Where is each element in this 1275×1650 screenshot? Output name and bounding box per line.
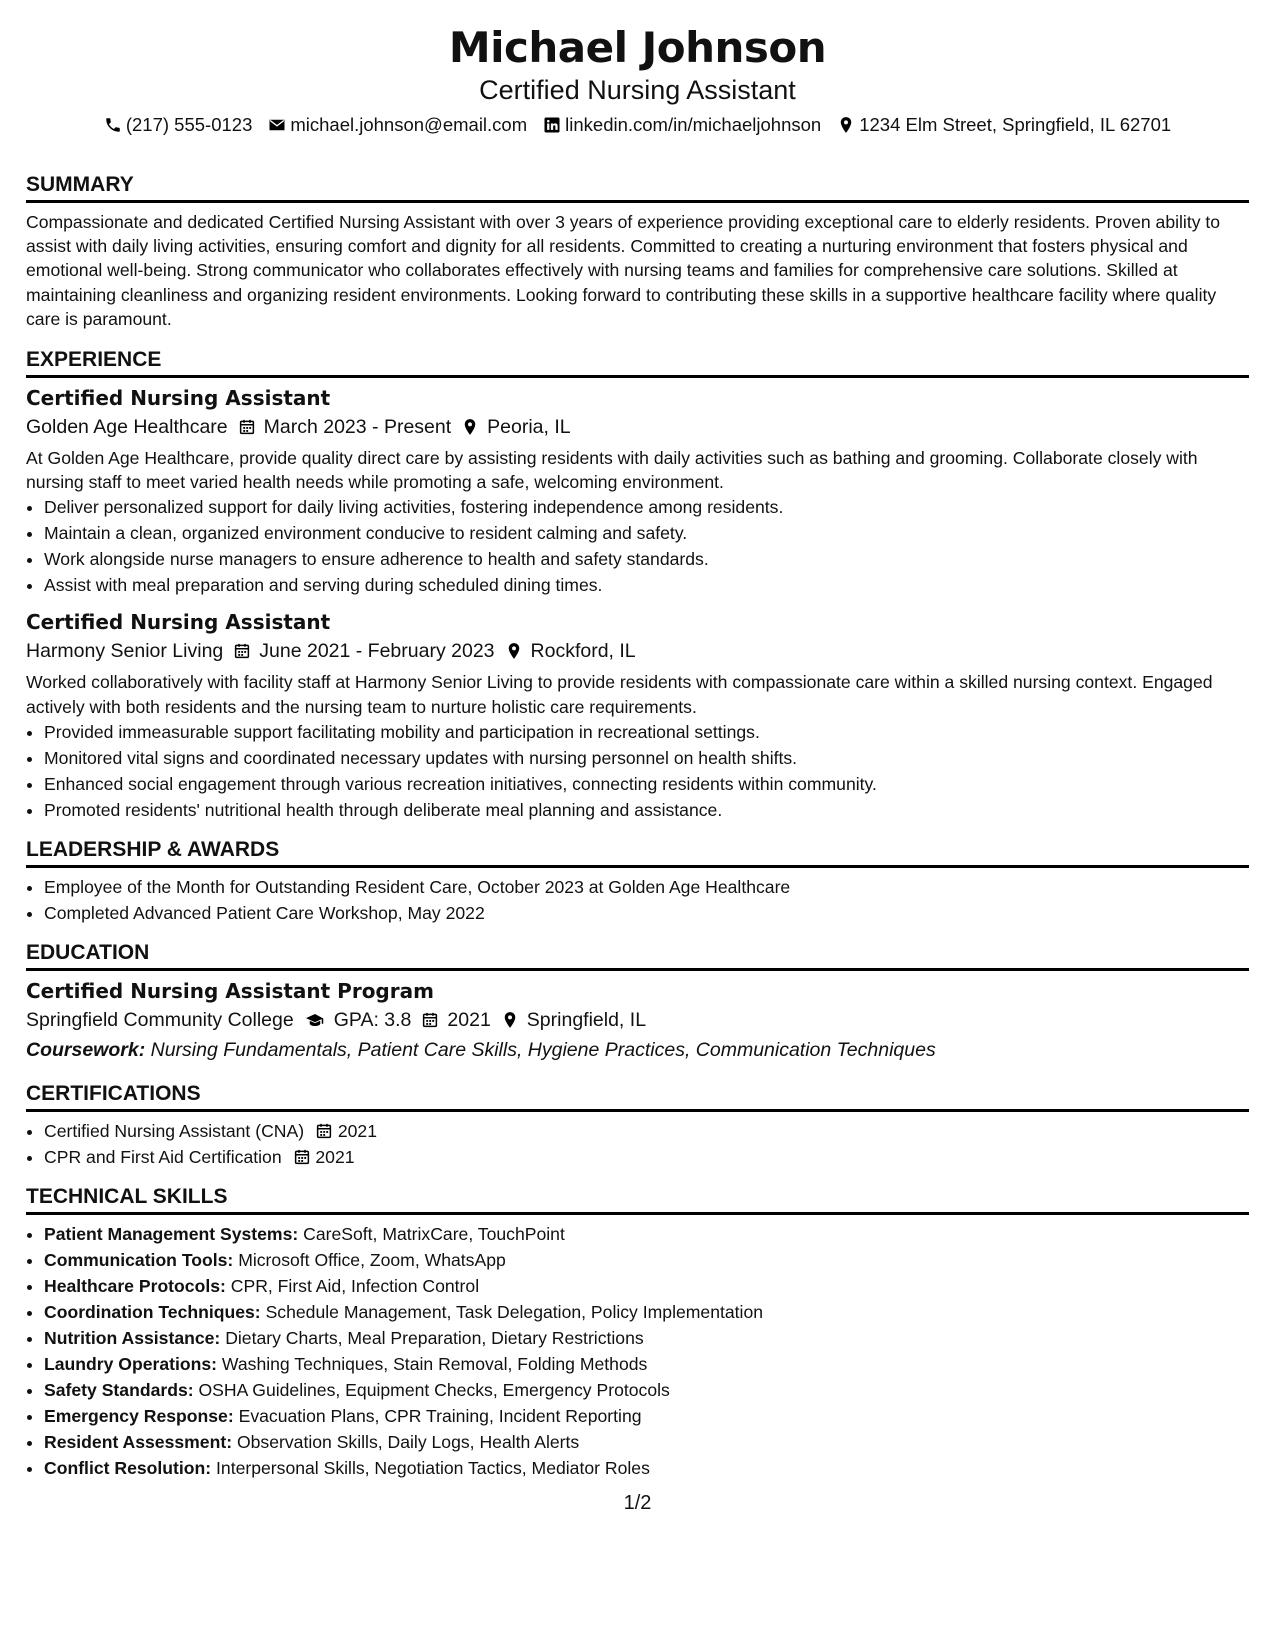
skill-value: Schedule Management, Task Delegation, Policy Implementation [265, 1301, 764, 1322]
company-name: Harmony Senior Living [26, 640, 224, 663]
skill-label: Emergency Response: [44, 1405, 234, 1426]
skill-label: Laundry Operations: [44, 1353, 218, 1374]
list-item [44, 1377, 1249, 1403]
skill-value: CPR, First Aid, Infection Control [230, 1275, 480, 1296]
skill-value: Evacuation Plans, CPR Training, Incident Reporting [238, 1405, 642, 1426]
summary-text: Compassionate and dedicated Certified Nursing Assistant with over 3 years of experience providing exceptional care to elderly residents. Proven ability to assist with daily living activities, ensuring comfort and dignity for all residents. Committed to creating a nurturing environment that fosters physical and emotional well-being. Strong communicator who collaborates effectively with nursing teams and families for comprehensive care solutions. Skilled at maintaining cleanliness and organizing resident environments. Looking forward to contributing these skills in a supportive healthcare facility where quality care is paramount. [26, 212, 1221, 329]
phone-text: (217) 555-0123 [125, 114, 253, 135]
cert-year: 2021 [337, 1120, 377, 1141]
skill-label: Resident Assessment: [44, 1431, 233, 1452]
job-entry [26, 608, 1249, 822]
program-title: Certified Nursing Assistant Program [26, 978, 434, 1003]
list-item: • Employee of the Month for Outstanding Resident Care, October 2023 at Golden Age Healthcare [44, 874, 1249, 900]
skill-value: OSHA Guidelines, Equipment Checks, Emergency Protocols [198, 1379, 670, 1400]
coursework-label: Coursework: [26, 1038, 146, 1061]
leadership-section [26, 837, 1249, 926]
skill-value: Interpersonal Skills, Negotiation Tactics, Mediator Roles [216, 1457, 650, 1478]
skill-label: Conflict Resolution: [44, 1457, 212, 1478]
job-dates [238, 412, 452, 442]
list-item [44, 1273, 1249, 1299]
summary-section [26, 172, 1249, 331]
list-item [44, 1403, 1249, 1429]
skill-label: Communication Tools: [44, 1249, 234, 1270]
job-bullets [26, 719, 1249, 823]
job-dates [233, 636, 494, 666]
skill-label: Safety Standards: [44, 1379, 194, 1400]
map-pin-icon [461, 418, 479, 436]
linkedin-text[interactable]: linkedin.com/in/michaeljohnson [565, 114, 822, 135]
list-item: • Work alongside nurse managers to ensure adherence to health and safety standards. [44, 546, 1249, 572]
experience-section [26, 347, 1249, 823]
cert-name: Certified Nursing Assistant (CNA) [44, 1120, 305, 1141]
education-gpa [304, 1005, 412, 1035]
contact-linkedin[interactable] [543, 112, 821, 138]
skill-value: Microsoft Office, Zoom, WhatsApp [238, 1249, 506, 1270]
list-item: • Assist with meal preparation and serving during scheduled dining times. [44, 572, 1249, 598]
map-pin-icon [505, 642, 523, 660]
coursework-text: Nursing Fundamentals, Patient Care Skills, Hygiene Practices, Communication Techniques [150, 1038, 936, 1061]
skills-list [26, 1221, 1249, 1481]
skill-label: Nutrition Assistance: [44, 1327, 221, 1348]
job-meta [26, 636, 1249, 666]
list-item [44, 1351, 1249, 1377]
list-item: • Enhanced social engagement through various recreation initiatives, connecting residents within community. [44, 771, 1249, 797]
education-year [421, 1005, 490, 1035]
job-meta [26, 412, 1249, 442]
list-item [44, 1325, 1249, 1351]
job-description: At Golden Age Healthcare, provide quality direct care by assisting residents with daily activities such as bathing and grooming. Collaborate closely with nursing staff to meet varied health needs while promoting a safe, welcoming environment. [26, 448, 1198, 493]
list-item [44, 1429, 1249, 1455]
calendar-icon [293, 1148, 311, 1166]
dates-text: June 2021 - February 2023 [259, 640, 495, 663]
education-entry [26, 977, 1249, 1065]
contact-line [26, 112, 1249, 138]
envelope-icon [268, 116, 286, 134]
school-name: Springfield Community College [26, 1008, 294, 1031]
skills-section [26, 1184, 1249, 1481]
linkedin-icon [543, 116, 561, 134]
company-name: Golden Age Healthcare [26, 416, 228, 439]
job-entry [26, 384, 1249, 598]
year-text: 2021 [447, 1008, 491, 1031]
job-title: Certified Nursing Assistant [26, 386, 331, 411]
job-description: Worked collaboratively with facility staff at Harmony Senior Living to provide residents with compassionate care within a skilled nursing context. Engaged actively with both residents and the nursing team to nurture holistic care requirements. [26, 672, 1213, 717]
contact-address [837, 112, 1171, 138]
list-item [44, 1299, 1249, 1325]
skill-label: Coordination Techniques: [44, 1301, 261, 1322]
calendar-icon [233, 642, 251, 660]
job-location [461, 412, 570, 442]
calendar-icon [315, 1122, 333, 1140]
candidate-title: Certified Nursing Assistant [479, 75, 796, 105]
skill-label: Patient Management Systems: [44, 1223, 299, 1244]
location-text: Rockford, IL [530, 640, 636, 663]
resume-header [26, 0, 1249, 138]
page-number: 1/2 [623, 1492, 652, 1514]
education-location [501, 1005, 646, 1035]
section-heading-certifications: CERTIFICATIONS [26, 1081, 1249, 1112]
cert-year: 2021 [315, 1146, 355, 1167]
map-pin-icon [837, 116, 855, 134]
list-item: • Maintain a clean, organized environment conducive to resident calming and safety. [44, 520, 1249, 546]
skill-value: Washing Techniques, Stain Removal, Folding Methods [221, 1353, 648, 1374]
contact-email[interactable] [268, 112, 527, 138]
skill-value: Dietary Charts, Meal Preparation, Dietary Restrictions [225, 1327, 644, 1348]
list-item [44, 1118, 1249, 1144]
dates-text: March 2023 - Present [263, 416, 452, 439]
job-bullets [26, 494, 1249, 598]
list-item [44, 1247, 1249, 1273]
coursework-line [26, 1035, 1249, 1065]
education-meta [26, 1005, 1249, 1035]
skill-value: CareSoft, MatrixCare, TouchPoint [303, 1223, 565, 1244]
education-section [26, 940, 1249, 1065]
section-heading-skills: TECHNICAL SKILLS [26, 1184, 1249, 1215]
section-heading-experience: EXPERIENCE [26, 347, 1249, 378]
calendar-icon [421, 1011, 439, 1029]
skill-label: Healthcare Protocols: [44, 1275, 226, 1296]
certifications-list [26, 1118, 1249, 1170]
graduation-cap-icon [304, 1011, 326, 1029]
list-item: • Completed Advanced Patient Care Workshop, May 2022 [44, 900, 1249, 926]
list-item: • Deliver personalized support for daily living activities, fostering independence among residents. [44, 494, 1249, 520]
skill-value: Observation Skills, Daily Logs, Health Alerts [236, 1431, 580, 1452]
list-item [44, 1455, 1249, 1481]
leadership-list [26, 874, 1249, 926]
list-item: • Monitored vital signs and coordinated necessary updates with nursing personnel on health shifts. [44, 745, 1249, 771]
address-text: 1234 Elm Street, Springfield, IL 62701 [859, 114, 1172, 135]
cert-name: CPR and First Aid Certification [44, 1146, 282, 1167]
contact-phone [104, 112, 253, 138]
section-heading-summary: SUMMARY [26, 172, 1249, 203]
resume-page [26, 0, 1249, 1481]
gpa-text: GPA: 3.8 [333, 1008, 412, 1031]
list-item [44, 1221, 1249, 1247]
phone-icon [104, 116, 122, 134]
email-text[interactable]: michael.johnson@email.com [290, 114, 528, 135]
list-item: • Provided immeasurable support facilitating mobility and participation in recreational settings. [44, 719, 1249, 745]
list-item [44, 1144, 1249, 1170]
location-text: Springfield, IL [526, 1008, 647, 1031]
job-location [505, 636, 636, 666]
list-item: • Promoted residents' nutritional health through deliberate meal planning and assistance. [44, 797, 1249, 823]
section-heading-education: EDUCATION [26, 940, 1249, 971]
job-title: Certified Nursing Assistant [26, 610, 331, 635]
calendar-icon [238, 418, 256, 436]
candidate-name: Michael Johnson [448, 23, 827, 72]
section-heading-leadership: LEADERSHIP & AWARDS [26, 837, 1249, 868]
location-text: Peoria, IL [487, 416, 571, 439]
map-pin-icon [501, 1011, 519, 1029]
certifications-section [26, 1081, 1249, 1170]
